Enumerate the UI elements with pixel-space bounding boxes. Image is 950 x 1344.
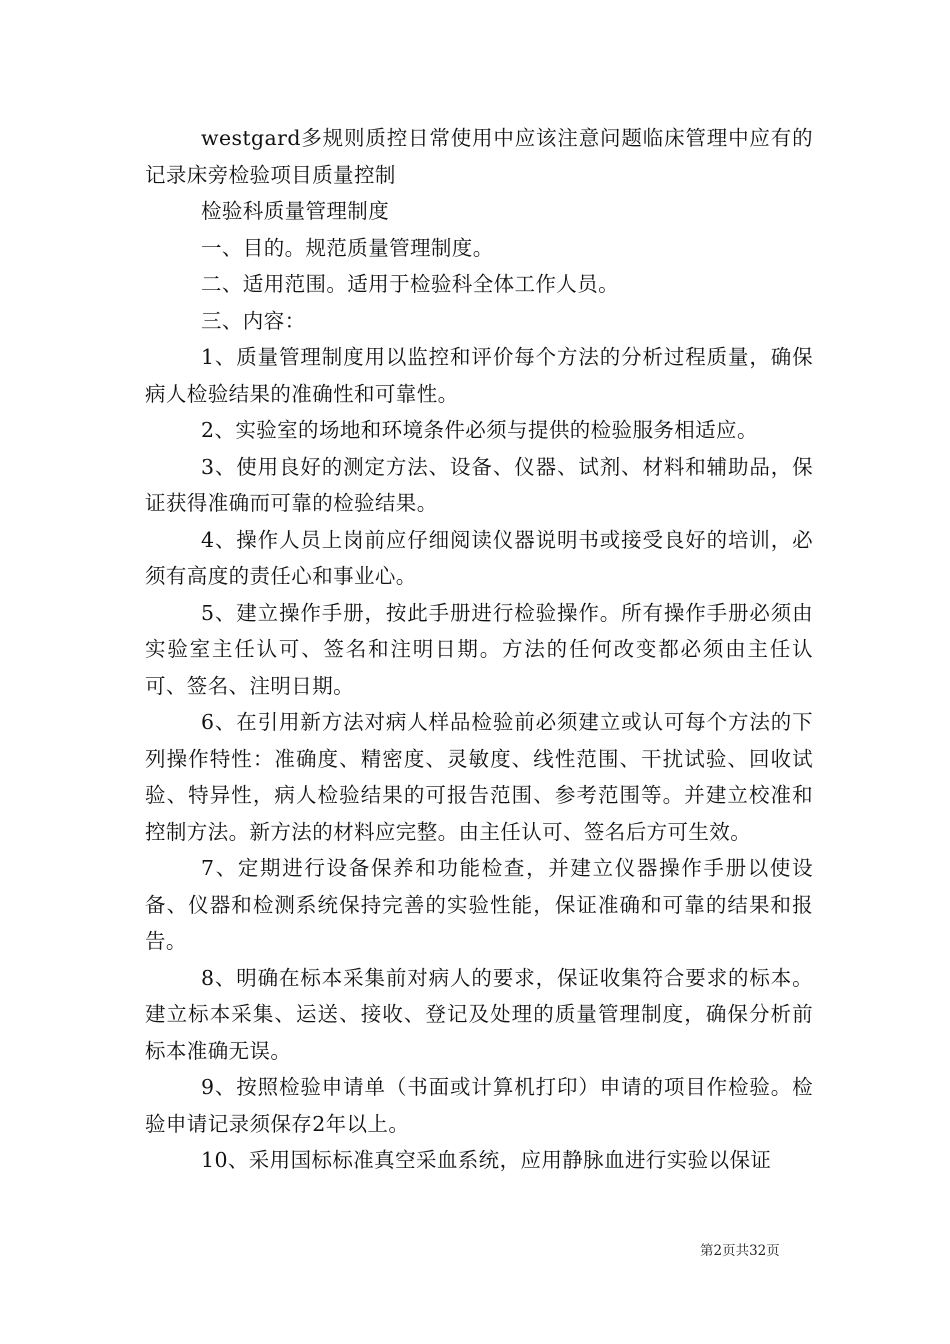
paragraph-content-heading: 三、内容： bbox=[201, 308, 306, 333]
paragraph-item-5: 5、建立操作手册，按此手册进行检验操作。所有操作手册必须由实验室主任认可、签名和注明日期。方法的任何改变都必须由主任认可、签名、注明日期。 bbox=[145, 600, 813, 698]
paragraph-item-4: 4、操作人员上岗前应仔细阅读仪器说明书或接受良好的培训，必须有高度的责任心和事业心。 bbox=[145, 527, 813, 588]
paragraph-item-7: 7、定期进行设备保养和功能检查，并建立仪器操作手册以使设备、仪器和检测系统保持完善的实验性能，保证准确和可靠的结果和报告。 bbox=[145, 856, 813, 953]
paragraph-item-3: 3、使用良好的测定方法、设备、仪器、试剂、材料和辅助品，保证获得准确而可靠的检验结果。 bbox=[145, 454, 813, 515]
paragraph-item-8: 8、明确在标本采集前对病人的要求，保证收集符合要求的标本。建立标本采集、运送、接收、登记及处理的质量管理制度，确保分析前标本准确无误。 bbox=[145, 965, 813, 1063]
paragraph-heading: 检验科质量管理制度 bbox=[201, 199, 390, 223]
paragraph-item-1: 1、质量管理制度用以监控和评价每个方法的分析过程质量，确保病人检验结果的准确性和可靠性。 bbox=[145, 345, 813, 406]
paragraph-scope: 二、适用范围。适用于检验科全体工作人员。 bbox=[201, 272, 619, 296]
document-body bbox=[145, 120, 813, 1179]
paragraph-item-10: 10、采用国标标准真空采血系统，应用静脉血进行实验以保证 bbox=[201, 1148, 772, 1172]
page-number-footer: 第2页共32页 bbox=[700, 1243, 780, 1259]
paragraph-item-2: 2、实验室的场地和环境条件必须与提供的检验服务相适应。 bbox=[201, 418, 758, 442]
paragraph-title-line: westgard多规则质控日常使用中应该注意问题临床管理中应有的记录床旁检验项目质量控制 bbox=[145, 126, 813, 187]
paragraph-purpose: 一、目的。规范质量管理制度。 bbox=[201, 235, 494, 260]
paragraph-item-9: 9、按照检验申请单（书面或计算机打印）申请的项目作检验。检验申请记录须保存2年以上。 bbox=[145, 1075, 813, 1136]
paragraph-item-6: 6、在引用新方法对病人样品检验前必须建立或认可每个方法的下列操作特性：准确度、精密度、灵敏度、线性范围、干扰试验、回收试验、特异性，病人检验结果的可报告范围、参考范围等。并建立校准和控制方法。新方法的材料应完整。由主任认可、签名后方可生效。 bbox=[145, 710, 813, 844]
